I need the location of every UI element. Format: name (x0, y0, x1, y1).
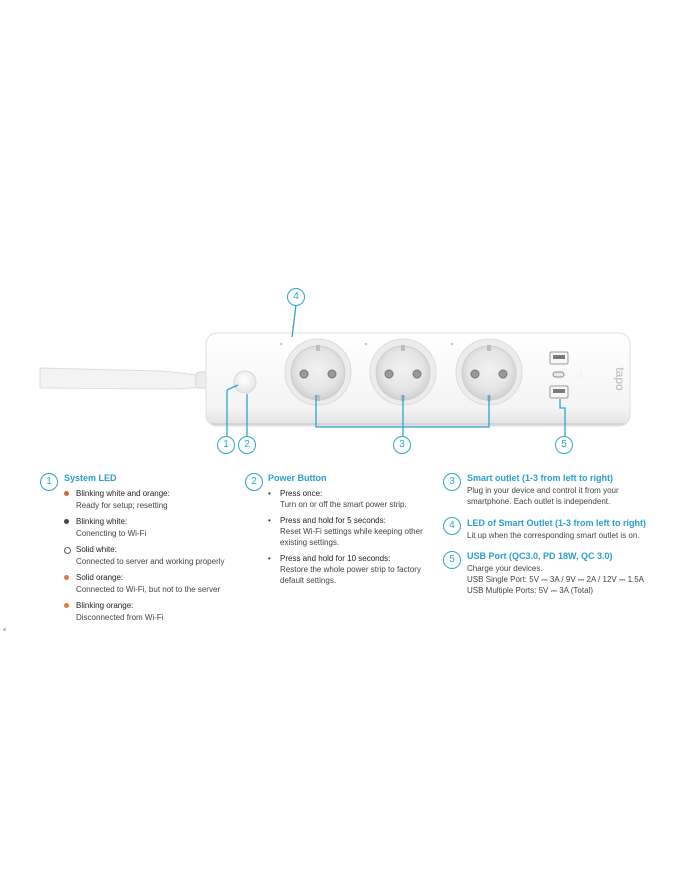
led-status-desc: Conencting to Wi-Fi (76, 529, 147, 538)
edge-mark (3, 628, 6, 631)
led-status-item (64, 572, 225, 596)
power-button-action (268, 515, 438, 548)
led-color-dot-icon (64, 491, 69, 496)
smart-outlet-desc-line: Plug in your device and control it from your (467, 486, 619, 495)
callout-1: 1 (217, 436, 235, 454)
smart-outlet-desc (467, 485, 619, 507)
led-color-dot-icon (64, 547, 71, 554)
led-color-dot-icon (64, 603, 69, 608)
led-status-desc: Ready for setup; resetting (76, 501, 168, 510)
callout-2: 2 (238, 436, 256, 454)
section-number-2: 2 (245, 473, 263, 491)
power-button-action-desc: Restore the whole power strip to factory (280, 565, 421, 574)
system-led-title: System LED (64, 473, 117, 483)
tapo-logo: tapo (613, 367, 627, 391)
led-status-label: Blinking white: (76, 517, 128, 526)
bullet-icon: • (268, 489, 271, 498)
power-button-action-desc: default settings. (280, 576, 337, 585)
usb-port-title: USB Port (QC3.0, PD 18W, QC 3.0) (467, 551, 613, 561)
power-button-action-label: Press and hold for 5 seconds: (280, 516, 386, 525)
led-status-item (64, 544, 225, 568)
led-color-dot-icon (64, 519, 69, 524)
led-color-dot-icon (64, 575, 69, 580)
outlet-led-2 (365, 343, 368, 346)
power-button-action-label: Press and hold for 10 seconds: (280, 554, 391, 563)
led-status-item (64, 516, 225, 540)
led-status-label: Blinking white and orange: (76, 489, 170, 498)
power-button-section (268, 473, 438, 591)
power-button (234, 371, 256, 393)
outlet-led-desc-line: Lit up when the corresponding smart outlet is on. (467, 531, 640, 540)
outlet-led-section (467, 518, 646, 541)
usb-port-desc (467, 563, 644, 596)
power-button-action (268, 488, 438, 510)
led-status-item (64, 488, 225, 512)
power-button-action (268, 553, 438, 586)
smart-outlet-desc-line: smartphone. Each outlet is independent. (467, 497, 611, 506)
section-number-5: 5 (443, 551, 461, 569)
led-status-desc: Connected to Wi-Fi, but not to the server (76, 585, 221, 594)
power-cable (40, 368, 212, 389)
power-button-action-desc: Reset Wi-Fi settings while keeping other (280, 527, 423, 536)
outlet-led-3 (451, 343, 454, 346)
section-number-3: 3 (443, 473, 461, 491)
smart-outlet-section (467, 473, 619, 507)
callout-5: 5 (555, 436, 573, 454)
power-button-action-label: Press once: (280, 489, 323, 498)
smart-outlet-title: Smart outlet (1-3 from left to right) (467, 473, 613, 483)
power-button-title: Power Button (268, 473, 327, 483)
led-status-desc: Disconnected from Wi-Fi (76, 613, 164, 622)
outlet-led-title: LED of Smart Outlet (1-3 from left to right) (467, 518, 646, 528)
led-status-item (64, 600, 225, 624)
outlet-led-1 (280, 343, 283, 346)
power-button-action-desc: existing settings. (280, 538, 340, 547)
led-status-label: Solid white: (76, 545, 117, 554)
power-button-actions (268, 488, 438, 586)
bullet-icon: • (268, 516, 271, 525)
svg-text:▪ ▪ ▪: ▪ ▪ ▪ (579, 372, 583, 377)
usb-port-section (467, 551, 644, 596)
bullet-icon: • (268, 554, 271, 563)
power-button-action-desc: Turn on or off the smart power strip. (280, 500, 407, 509)
led-status-label: Blinking orange: (76, 601, 134, 610)
led-status-list (64, 488, 225, 624)
usb-port-desc-line: USB Single Port: 5V ⎓ 3A / 9V ⎓ 2A / 12V ⎓ 1.5A (467, 575, 645, 584)
leader-4 (292, 305, 296, 337)
usb-port-desc-line: USB Multiple Ports: 5V ⎓ 3A (Total) (467, 586, 593, 595)
smart-outlet-1 (285, 339, 351, 405)
led-status-desc: Connected to server and working properly (76, 557, 225, 566)
callout-3: 3 (393, 436, 411, 454)
led-status-label: Solid orange: (76, 573, 124, 582)
section-number-4: 4 (443, 517, 461, 535)
callout-4: 4 (287, 288, 305, 306)
section-number-1: 1 (40, 473, 58, 491)
system-led-section (64, 473, 225, 628)
usb-port-desc-line: Charge your devices. (467, 564, 543, 573)
outlet-led-desc (467, 530, 646, 541)
